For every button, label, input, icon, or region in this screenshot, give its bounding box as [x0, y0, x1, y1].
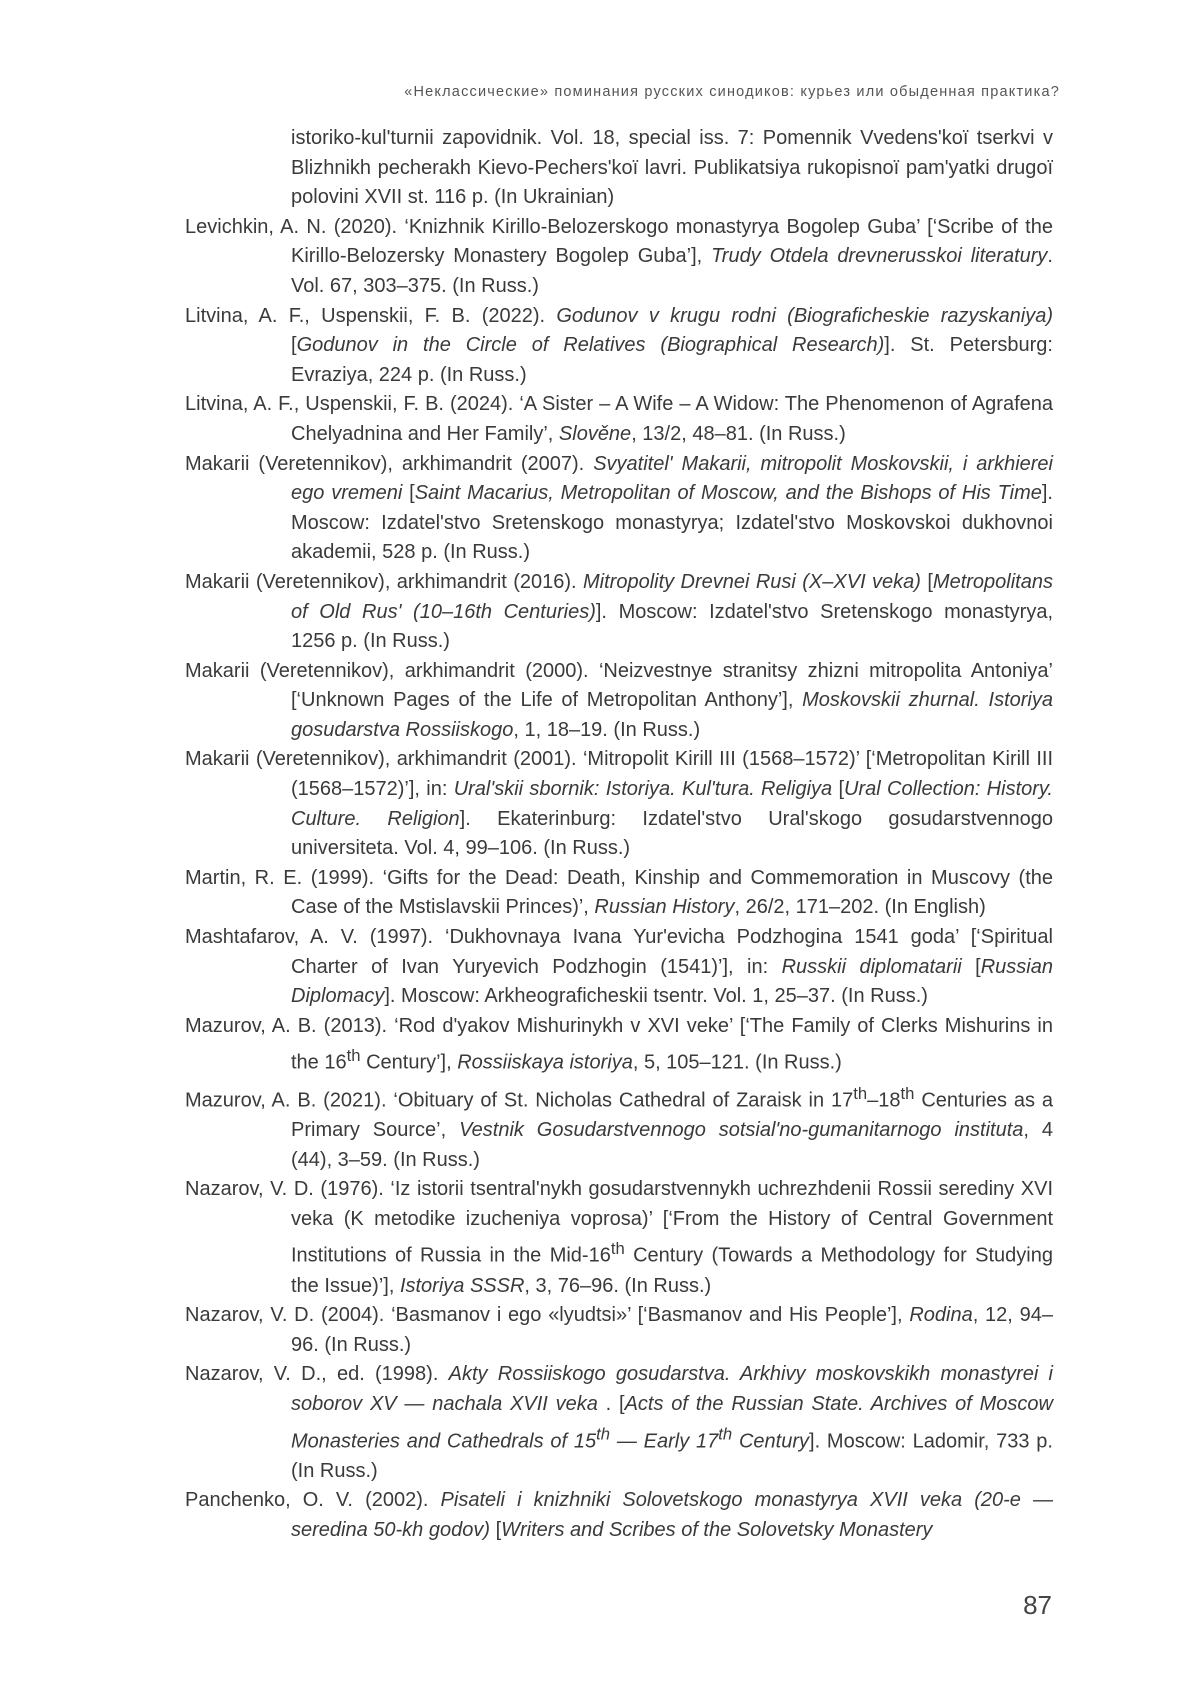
reference-text: ]. Ekaterinburg: Izdatel'stvo Ural'skogo gosudarstvennogo universiteta. Vol. 4, 99–106. (In Russ.): [291, 807, 1053, 860]
reference-text: ]. St. Petersburg: Evraziya, 224 p. (In Russ.): [291, 334, 1053, 386]
reference-text: ]. Moscow: Arkheograficheskii tsentr. Vol. 1, 25–37. (In Russ.): [384, 985, 928, 1008]
reference-title-italic: Russian History: [594, 896, 735, 919]
reference-list: [185, 124, 1053, 1546]
reference-entry-mazurov-2021: [185, 1079, 1053, 1175]
reference-title-italic: Istoriya SSSR: [399, 1274, 525, 1297]
reference-entry-martin-1999: [185, 864, 1053, 923]
reference-text: ]. Moscow: Ladomir, 733 p. (In Russ.): [291, 1430, 1053, 1482]
reference-text: . [: [597, 1392, 625, 1415]
reference-text: th: [610, 1239, 625, 1259]
reference-title-italic: Saint Macarius, Metropolitan of Moscow, and the Bishops of His Time: [414, 482, 1042, 505]
reference-text: ]. Moscow: Izdatel'stvo Sretenskogo monastyrya; Izdatel'stvo Moskovskoi dukhovnoi akademii, 528 p. (In Russ.): [291, 482, 1053, 564]
reference-entry-panchenko-2002: [185, 1486, 1053, 1545]
reference-title-italic: Godunov v krugu rodni (Biograficheskie razyskaniya): [556, 304, 1054, 327]
reference-text: . Vol. 67, 303–375. (In Russ.): [291, 245, 1053, 297]
reference-entry-nazarov-2004: [185, 1301, 1053, 1360]
reference-title-italic: Trudy Otdela drevnerusskoi literatury: [711, 245, 1048, 268]
reference-title-italic: Ural'skii sbornik: Istoriya. Kul'tura. Religiya: [453, 778, 833, 801]
reference-title-italic: Pisateli i knizhniki Solovetskogo monastyrya XVII veka (20-e — seredina 50-kh godov): [291, 1489, 1054, 1541]
reference-text: Century (Towards a Methodology for Studying the Issue)’],: [291, 1244, 1053, 1297]
reference-text: , 13/2, 48–81. (In Russ.): [631, 422, 846, 445]
reference-text: [: [291, 334, 297, 357]
reference-title-italic: Moskovskii zhurnal. Istoriya gosudarstva Rossiiskogo: [291, 689, 1053, 741]
reference-entry-mashtafarov-1997: [185, 923, 1053, 1012]
reference-text: Mashtafarov, A. V. (1997). ‘Dukhovnaya Ivana Yur'evicha Podzhogina 1541 goda’ [‘Spiritual Charter of Ivan Yuryevich Podzhogin (1541)’], in:: [185, 926, 1053, 978]
reference-entry-continued: [185, 124, 1053, 213]
reference-title-italic: Acts of the Russian State. Archives of Moscow Monasteries and Cathedrals of 15: [291, 1392, 1053, 1453]
reference-title-italic: Ural Collection: History. Culture. Religion: [291, 778, 1053, 830]
running-head: «Неклассические» поминания русских синодиков: курьез или обыденная практика?: [404, 84, 1060, 100]
reference-text: Makarii (Veretennikov), arkhimandrit (2007).: [185, 452, 594, 475]
reference-text: Makarii (Veretennikov), arkhimandrit (2001). ‘Mitropolit Kirill III (1568–1572)’ [‘Metropolitan Kirill III (1568–1572)’], in:: [185, 748, 1053, 801]
reference-text: Century’],: [360, 1052, 458, 1075]
reference-text: , 12, 94–96. (In Russ.): [291, 1304, 1053, 1356]
reference-text: Mazurov, A. B. (2021). ‘Obituary of St. Nicholas Cathedral of Zaraisk in 17: [185, 1089, 854, 1112]
reference-entry-litvina-2022: [185, 302, 1053, 391]
reference-text: Nazarov, V. D. (2004). ‘Basmanov i ego «lyudtsi»’ [‘Basmanov and His People’],: [185, 1304, 910, 1327]
reference-title-italic: Rodina: [909, 1304, 973, 1327]
reference-text: Makarii (Veretennikov), arkhimandrit (2016).: [185, 570, 583, 593]
reference-text: , 1, 18–19. (In Russ.): [513, 718, 701, 741]
reference-text: Mazurov, A. B. (2013). ‘Rod d'yakov Mishurinykh v XVI veke’ [‘The Family of Clerks Mishurins in the 16: [185, 1014, 1053, 1075]
reference-text: ]. Moscow: Izdatel'stvo Sretenskogo monastyrya, 1256 p. (In Russ.): [291, 600, 1054, 653]
reference-title-italic: Russkii diplomatarii: [781, 955, 962, 978]
reference-text: Martin, R. E. (1999). ‘Gifts for the Dead: Death, Kinship and Commemoration in Muscovy (the Case of the Mstislavskii Princes)’,: [185, 866, 1053, 919]
reference-entry-makarii-2016: [185, 568, 1053, 657]
reference-entry-makarii-2001: [185, 745, 1053, 863]
reference-title-italic: Slověne: [558, 422, 632, 445]
reference-text: , 3, 76–96. (In Russ.): [524, 1274, 712, 1297]
reference-text: Makarii (Veretennikov), arkhimandrit (2000). ‘Neizvestnye stranitsy zhizni mitropolita Antoniya’ [‘Unknown Pages of the Life of Metropolitan Anthony’],: [185, 659, 1053, 712]
reference-text: , 4 (44), 3–59. (In Russ.): [291, 1118, 1053, 1171]
reference-text: , 26/2, 171–202. (In English): [734, 896, 986, 919]
reference-title-italic: Mitropolity Drevnei Rusi (X–XVI veka): [583, 570, 921, 593]
reference-text: [: [402, 482, 415, 505]
reference-title-italic: th: [718, 1424, 733, 1444]
reference-title-italic: Svyatitel' Makarii, mitropolit Moskovskii, i arkhierei ego vremeni: [291, 452, 1053, 505]
reference-text: [: [920, 570, 933, 593]
reference-title-italic: th: [596, 1424, 611, 1444]
reference-text: [: [832, 778, 845, 801]
reference-entry-litvina-2024: [185, 390, 1053, 449]
reference-text: Litvina, A. F., Uspenskii, F. B. (2022).: [185, 304, 557, 327]
reference-title-italic: Vestnik Gosudarstvennogo sotsial'no-gumanitarnogo instituta: [459, 1118, 1024, 1141]
reference-entry-levichkin-2020: [185, 213, 1053, 302]
reference-title-italic: Metropolitans of Old Rus' (10–16th Centuries): [291, 570, 1053, 623]
reference-text: istoriko-kul'turnii zapovidnik. Vol. 18, special iss. 7: Pomennik Vvedens'koï tserkvi v Blizhnikh pecherakh Kievo-Pechers'koï lavri. Publikatsiya rukopisnoï pam'yatki drugoï polovini XVII st. 116 p. (In Ukrainian): [291, 127, 1053, 209]
reference-text: , 5, 105–121. (In Russ.): [632, 1052, 842, 1075]
reference-title-italic: Writers and Scribes of the Solovetsky Monastery: [501, 1518, 933, 1541]
reference-text: Nazarov, V. D., ed. (1998).: [185, 1363, 449, 1386]
reference-text: th: [853, 1083, 868, 1103]
reference-text: Panchenko, O. V. (2002).: [185, 1489, 441, 1512]
reference-title-italic: — Early 17: [610, 1430, 719, 1453]
page-number: 87: [1023, 1590, 1052, 1620]
reference-entry-makarii-2000: [185, 657, 1053, 746]
reference-title-italic: Godunov in the Circle of Relatives (Biographical Research): [296, 334, 885, 357]
reference-title-italic: Rossiiskaya istoriya: [457, 1052, 633, 1075]
reference-entry-nazarov-1998: [185, 1360, 1053, 1486]
reference-text: Nazarov, V. D. (1976). ‘Iz istorii tsentral'nykh gosudarstvennykh uchrezhdenii Rossii serediny XVI veka (K metodike izucheniya voprosa)’ [‘From the History of Central Government Institutions of Russia in the Mid-16: [185, 1178, 1053, 1267]
reference-text: Centuries as a Primary Source’,: [291, 1089, 1053, 1141]
reference-title-italic: Century: [732, 1430, 810, 1453]
reference-entry-mazurov-2013: [185, 1012, 1053, 1079]
reference-text: [: [490, 1518, 502, 1541]
reference-text: Litvina, A. F., Uspenskii, F. B. (2024). ‘A Sister – A Wife – A Widow: The Phenomenon of Agrafena Chelyadnina and Her Family’,: [185, 393, 1053, 445]
reference-text: Levichkin, A. N. (2020). ‘Knizhnik Kirillo-Belozerskogo monastyrya Bogolep Guba’ [‘Scribe of the Kirillo-Belozersky Monastery Bogolep Guba’],: [185, 215, 1053, 268]
reference-text: [: [961, 955, 981, 978]
reference-text: th: [346, 1046, 361, 1066]
reference-text: –18: [867, 1089, 901, 1112]
reference-entry-nazarov-1976: [185, 1175, 1053, 1301]
reference-entry-makarii-2007: [185, 450, 1053, 568]
reference-title-italic: Russian Diplomacy: [291, 955, 1053, 1008]
reference-text: th: [900, 1083, 915, 1103]
reference-title-italic: Akty Rossiiskogo gosudarstva. Arkhivy moskovskikh monastyrei i soborov XV — nachala XVII veka: [291, 1363, 1053, 1415]
